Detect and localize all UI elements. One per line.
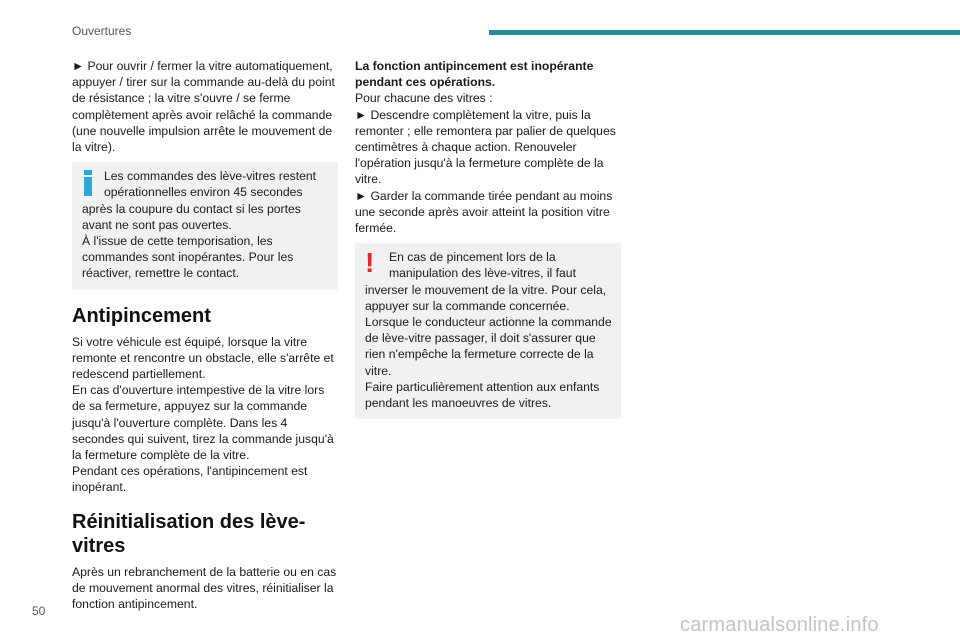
right-p1: Pour chacune des vitres : (355, 91, 493, 106)
right-p2: ► Descendre complètement la vitre, puis la remonter ; elle remontera par palier de quelques centimètres à chaque action. Renouveler l'opération jusqu'à la fermeture complète de la vitre. (355, 107, 616, 187)
warning-note (355, 243, 621, 419)
right-column (355, 58, 621, 429)
warning-line2: Lorsque le conducteur actionne la commande de lève-vitre passager, il doit s'assurer que rien n'empêche la fermeture correcte de la vitre. (365, 315, 612, 378)
page-number: 50 (32, 604, 46, 618)
reinit-p1: Après un rebranchement de la batterie ou en cas de mouvement anormal des vitres, réinitialiser la fonction antipincement. (72, 564, 337, 612)
left-column (72, 58, 338, 612)
info-note-line1: Les commandes des lève-vitres restent opérationnelles environ 45 secondes après la coupure du contact si les portes avant ne sont pas ouvertes. (82, 169, 317, 232)
warning-icon: ! (365, 247, 375, 279)
antipincement-p2: En cas d'ouverture intempestive de la vitre lors de sa fermeture, appuyez sur la commande jusqu'à l'ouverture complète. Dans les 4 secondes qui suivent, tirez la commande jusqu'à la fermeture complète de la vitre. (72, 383, 334, 463)
header-accent-bar (489, 30, 960, 35)
section-title: Ouvertures (72, 24, 132, 38)
bold-intro: La fonction antipincement est inopérante pendant ces opérations. (355, 59, 594, 90)
watermark: carmanualsonline.info (680, 614, 879, 636)
info-icon (82, 170, 94, 196)
antipincement-p3: Pendant ces opérations, l'antipincement est inopérant. (72, 464, 308, 495)
antipincement-p1: Si votre véhicule est équipé, lorsque la vitre remonte et rencontre un obstacle, elle s'arrête et redescend partiellement. (72, 334, 334, 382)
warning-line3: Faire particulièrement attention aux enfants pendant les manoeuvres de vitres. (365, 379, 600, 411)
heading-reinitialisation: Réinitialisation des lève-vitres (72, 510, 306, 557)
info-note-line2: À l'issue de cette temporisation, les commandes sont inopérantes. Pour les réactiver, remettre le contact. (82, 234, 294, 281)
warning-line1: En cas de pincement lors de la manipulation des lève-vitres, il faut inverser le mouvement de la vitre. Pour cela, appuyer sur la commande concernée. (365, 250, 607, 313)
info-note (72, 162, 338, 289)
right-p3: ► Garder la commande tirée pendant au moins une seconde après avoir atteint la position vitre fermée. (355, 188, 613, 236)
heading-antipincement: Antipincement (72, 304, 211, 327)
intro-paragraph: ► Pour ouvrir / fermer la vitre automatiquement, appuyer / tirer sur la commande au-delà du point de résistance ; la vitre s'ouvre / se ferme complètement après avoir relâché la commande (une nouvelle impulsion arrête le mouvement de la vitre). (72, 59, 335, 155)
